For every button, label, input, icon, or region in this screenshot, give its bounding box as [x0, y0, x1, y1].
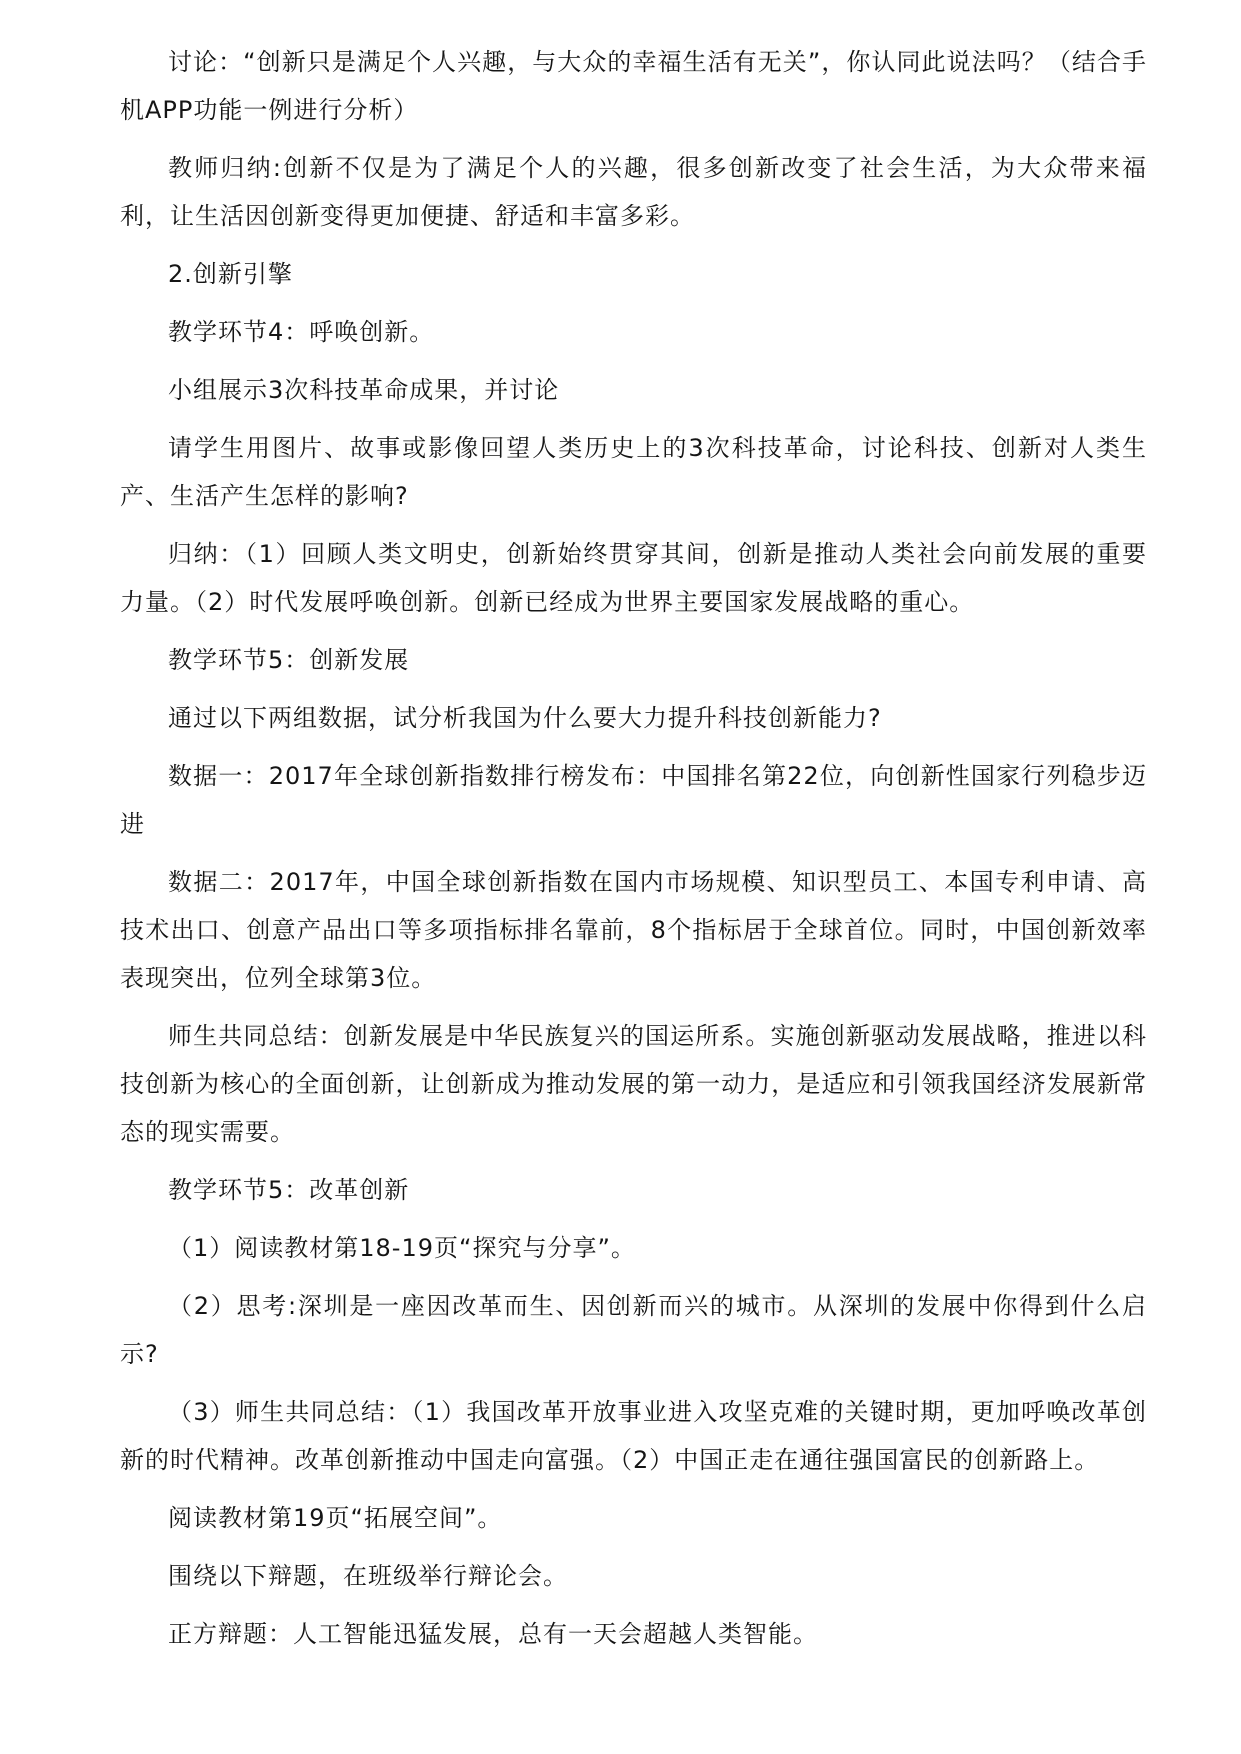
data-two-paragraph: 数据二：2017年，中国全球创新指数在国内市场规模、知识型员工、本国专利申请、高技术出口、创意产品出口等多项指标排名靠前，8个指标居于全球首位。同时，中国创新效率表现突出，位列全球第3位。	[120, 868, 1147, 992]
affirmative-topic-paragraph: 正方辩题：人工智能迅猛发展，总有一天会超越人类智能。	[168, 1620, 818, 1648]
joint-summary-paragraph: 师生共同总结：创新发展是中华民族复兴的国运所系。实施创新驱动发展战略，推进以科技创新为核心的全面创新，让创新成为推动发展的第一动力，是适应和引领我国经济发展新常态的现实需要。	[120, 1022, 1147, 1146]
section-heading: 2.创新引擎	[168, 260, 293, 288]
debate-intro-paragraph: 围绕以下辩题，在班级举行辩论会。	[168, 1562, 568, 1590]
group-display-paragraph: 小组展示3次科技革命成果，并讨论	[168, 376, 560, 404]
reading-task-paragraph: （1）阅读教材第18-19页“探究与分享”。	[168, 1234, 636, 1262]
summary-paragraph: 归纳：（1）回顾人类文明史，创新始终贯穿其间，创新是推动人类社会向前发展的重要力量。（2）时代发展呼唤创新。创新已经成为世界主要国家发展战略的重心。	[120, 540, 1147, 616]
discussion-paragraph: 讨论：“创新只是满足个人兴趣，与大众的幸福生活有无关”，你认同此说法吗？（结合手机APP功能一例进行分析）	[120, 48, 1147, 124]
teaching-step-5-heading: 教学环节5：创新发展	[168, 646, 410, 674]
student-task-paragraph: 请学生用图片、故事或影像回望人类历史上的3次科技革命，讨论科技、创新对人类生产、生活产生怎样的影响?	[120, 434, 1147, 510]
data-question-paragraph: 通过以下两组数据，试分析我国为什么要大力提升科技创新能力?	[168, 704, 882, 732]
data-one-paragraph: 数据一：2017年全球创新指数排行榜发布：中国排名第22位，向创新性国家行列稳步迈进	[120, 762, 1147, 838]
teaching-step-4-heading: 教学环节4：呼唤创新。	[168, 318, 435, 346]
thinking-task-paragraph: （2）思考:深圳是一座因改革而生、因创新而兴的城市。从深圳的发展中你得到什么启示?	[120, 1292, 1147, 1368]
reform-summary-paragraph: （3）师生共同总结：（1）我国改革开放事业进入攻坚克难的关键时期，更加呼唤改革创新的时代精神。改革创新推动中国走向富强。（2）中国正走在通往强国富民的创新路上。	[120, 1398, 1147, 1474]
teaching-step-5-reform-heading: 教学环节5：改革创新	[168, 1176, 410, 1204]
teacher-summary-paragraph: 教师归纳:创新不仅是为了满足个人的兴趣，很多创新改变了社会生活，为大众带来福利，让生活因创新变得更加便捷、舒适和丰富多彩。	[120, 154, 1147, 230]
extension-reading-paragraph: 阅读教材第19页“拓展空间”。	[168, 1504, 503, 1532]
